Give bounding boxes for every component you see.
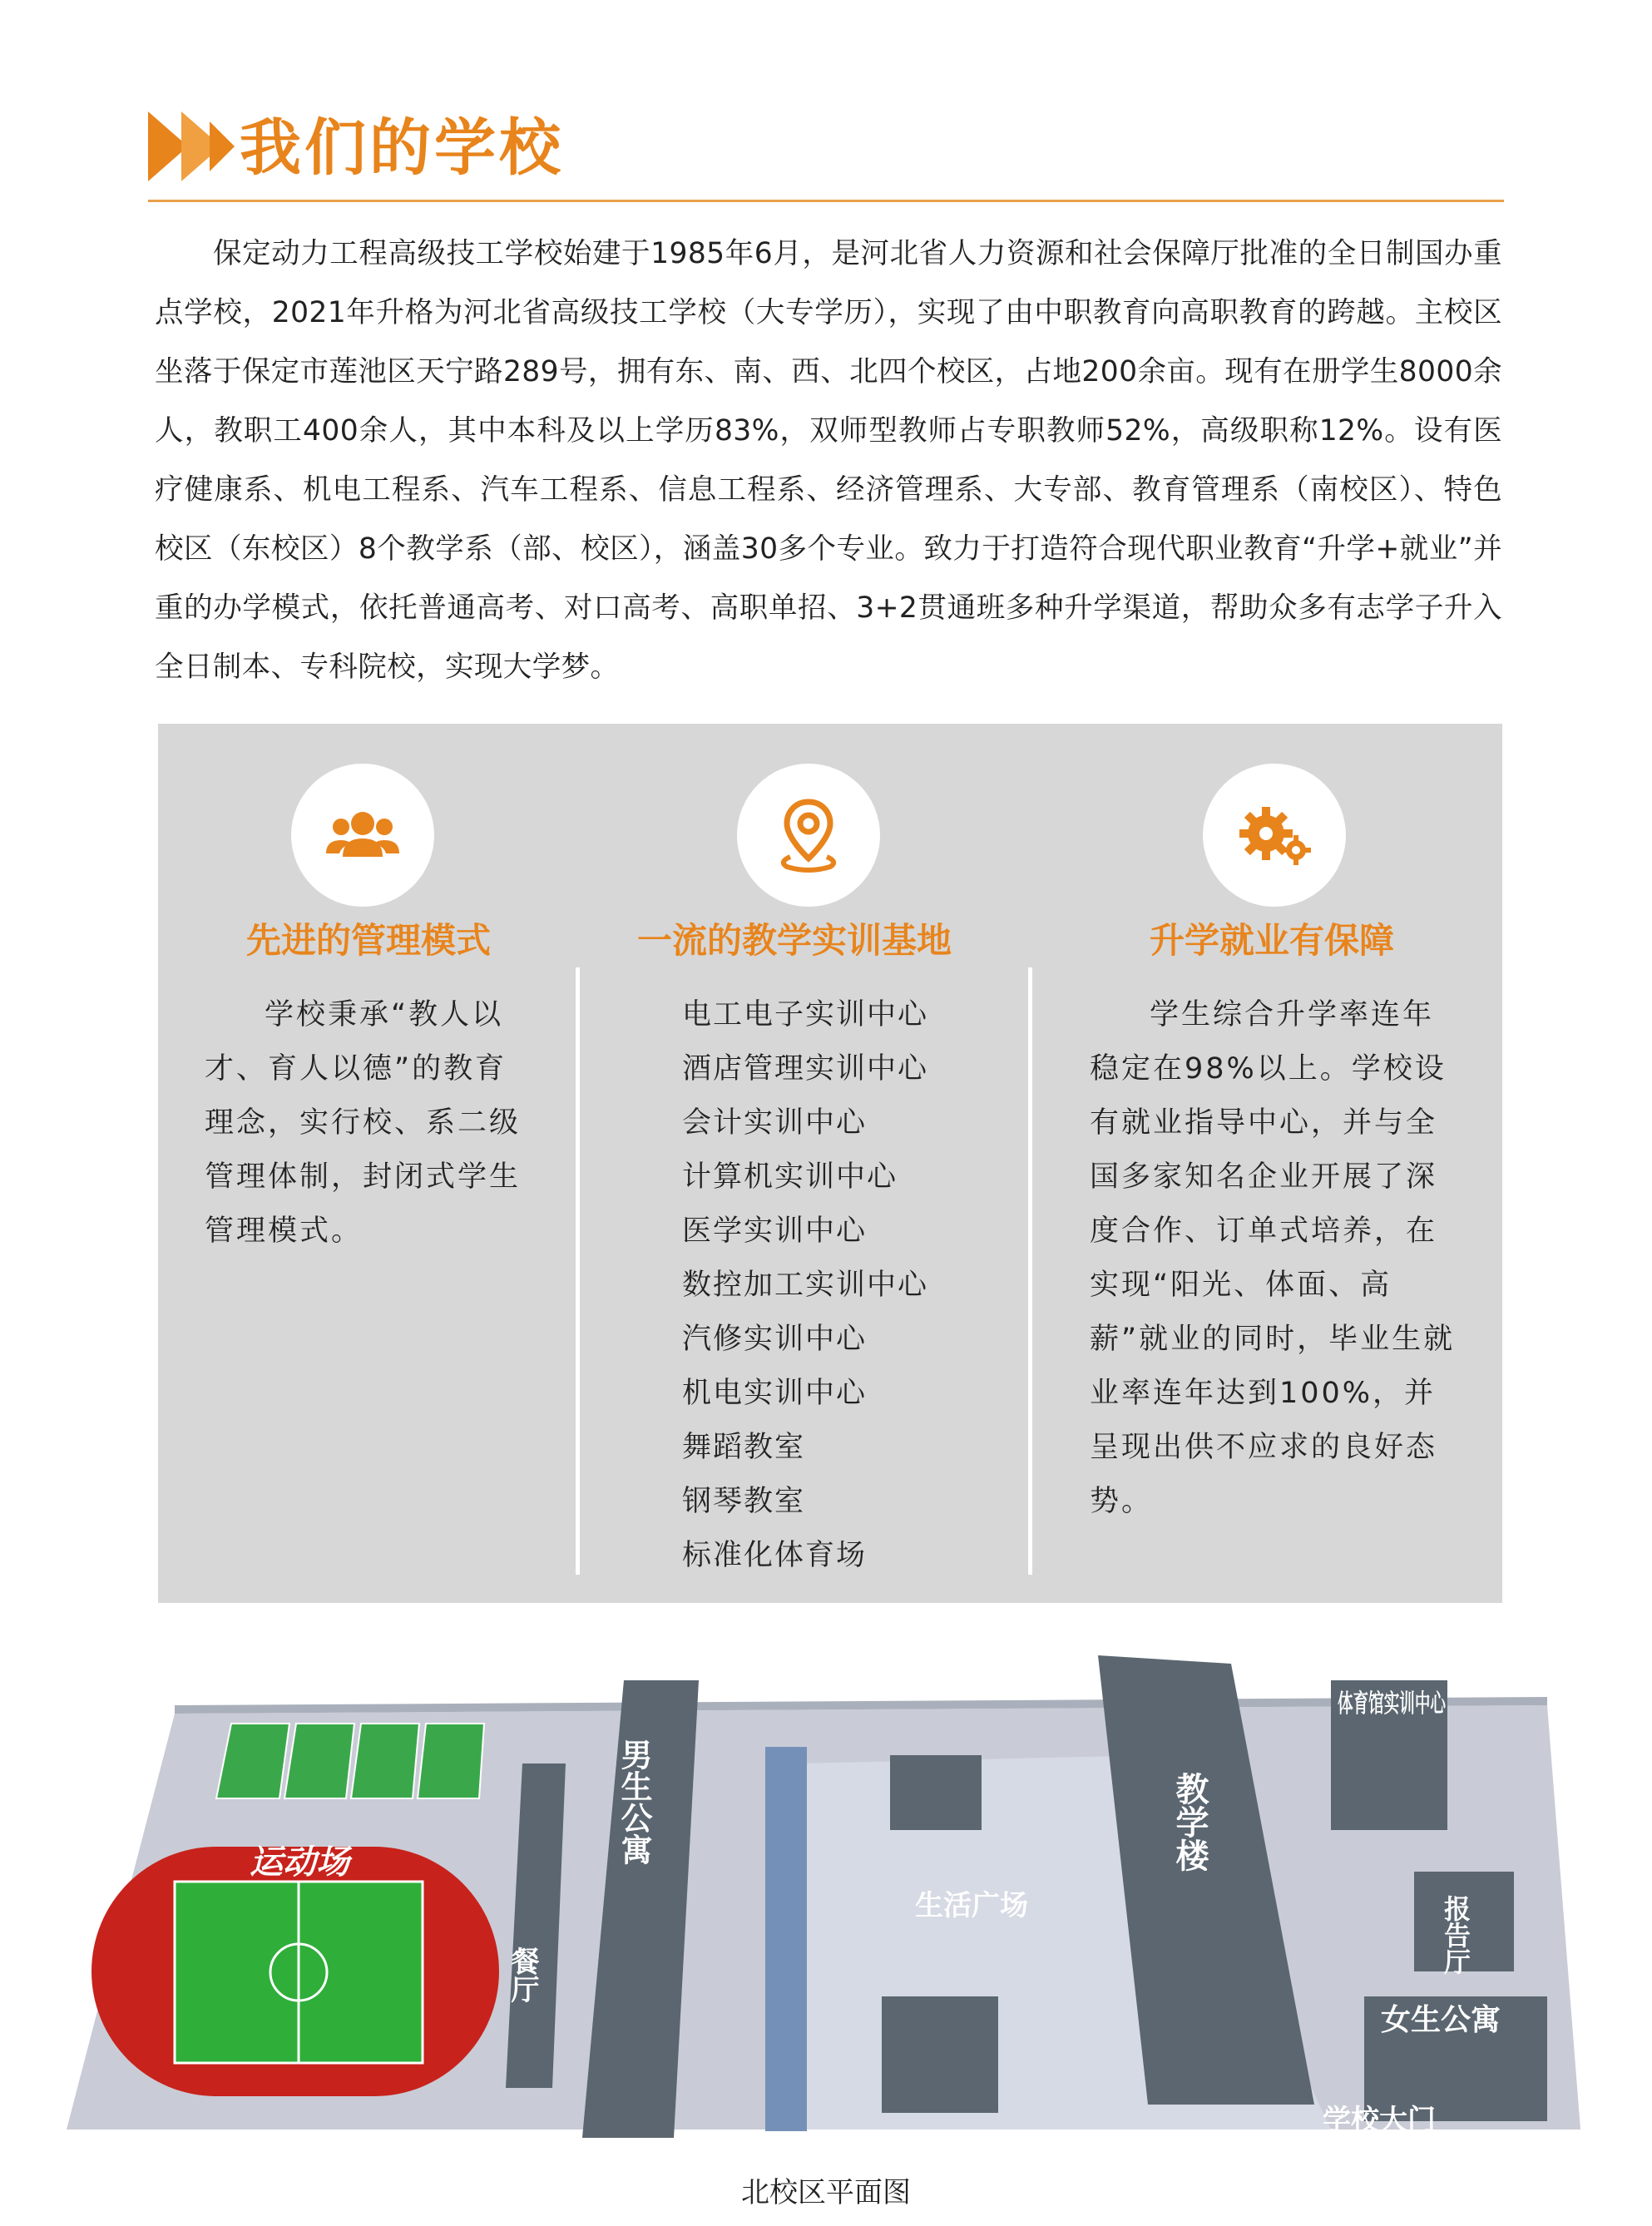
list-item: 机电实训中心 <box>682 1377 868 1410</box>
feature-title-training: 一流的教学实训基地 <box>637 920 952 961</box>
section-header <box>148 106 1504 190</box>
page-title: 我们的学校 <box>240 112 564 184</box>
list-item: 酒店管理实训中心 <box>682 1052 929 1086</box>
campus-map <box>50 1622 1597 2148</box>
map-label-gym: 体育馆实训中心 <box>1338 1689 1447 1719</box>
list-item: 标准化体育场 <box>682 1539 868 1572</box>
map-road <box>765 1747 807 2131</box>
feature-text-management: 学校秉承“教人以才、育人以德”的教育理念，实行校、系二级管理体制，封闭式学生管理模式。 <box>205 998 522 1248</box>
map-label-canteen: 餐厅 <box>506 1947 539 2003</box>
map-label-girls-dorm: 女生公寓 <box>1381 2003 1501 2037</box>
feature-text-employment: 学生综合升学率连年稳定在98%以上。学校设有就业指导中心，并与全国多家知名企业开展了深度合作、订单式培养，在实现“阳光、体面、高薪”就业的同时，毕业生就业率连年达到100%，并呈现出供不应求的良好态势。 <box>1090 998 1456 1518</box>
map-label-boys-dorm: 男生公寓 <box>616 1739 652 1865</box>
map-label-hall: 报告厅 <box>1440 1895 1471 1975</box>
column-divider <box>576 967 580 1575</box>
map-label-gate: 学校大门 <box>1323 2104 1436 2137</box>
list-item: 会计实训中心 <box>682 1106 868 1140</box>
running-track <box>92 1847 499 2096</box>
list-item: 汽修实训中心 <box>682 1323 868 1356</box>
feature-icon-badge <box>737 764 880 907</box>
intro-paragraph: 保定动力工程高级技工学校始建于1985年6月，是河北省人力资源和社会保障厅批准的全日制国办重点学校，2021年升格为河北省高级技工学校（大专学历），实现了由中职教育向高职教育的跨越。主校区坐落于保定市莲池区天宁路289号，拥有东、南、西、北四个校区，占地200余亩。现有在册学生8000余人，教职工400余人，其中本科及以上学历83%，双师型教师占专职教师52%，高级职称12%。设有医疗健康系、机电工程系、汽车工程系、信息工程系、经济管理系、大专部、教育管理系（南校区）、特色校区（东校区）8个教学系（部、校区），涵盖30多个专业。致力于打造符合现代职业教育“升学+就业”并重的办学模式，依托普通高考、对口高考、高职单招、3+2贯通班多种升学渠道，帮助众多有志学子升入全日制本、专科院校，实现大学梦。 <box>155 237 1502 684</box>
people-group-icon <box>321 794 404 877</box>
feature-title-employment: 升学就业有保障 <box>1150 920 1395 961</box>
double-arrow-icon <box>148 111 241 181</box>
feature-icon-badge <box>1203 764 1346 907</box>
training-center-list <box>682 988 1015 1583</box>
plaza-building <box>890 1755 982 1830</box>
feature-icon-badge <box>291 764 434 907</box>
gears-icon <box>1233 794 1316 877</box>
plaza-building <box>882 1996 998 2113</box>
list-item: 计算机实训中心 <box>682 1160 898 1194</box>
feature-title-management: 先进的管理模式 <box>246 920 492 961</box>
list-item: 数控加工实训中心 <box>682 1269 929 1302</box>
list-item: 医学实训中心 <box>682 1214 868 1248</box>
list-item: 电工电子实训中心 <box>682 998 929 1031</box>
location-pin-icon <box>767 794 850 877</box>
map-label-teaching: 教学楼 <box>1170 1772 1209 1872</box>
list-item: 舞蹈教室 <box>682 1431 806 1464</box>
map-caption: 北校区平面图 <box>741 2176 911 2209</box>
list-item: 钢琴教室 <box>682 1485 806 1518</box>
map-label-plaza: 生活广场 <box>915 1889 1028 1922</box>
title-divider <box>148 200 1504 202</box>
map-label-stadium: 运动场 <box>250 1843 349 1882</box>
column-divider <box>1028 967 1032 1575</box>
